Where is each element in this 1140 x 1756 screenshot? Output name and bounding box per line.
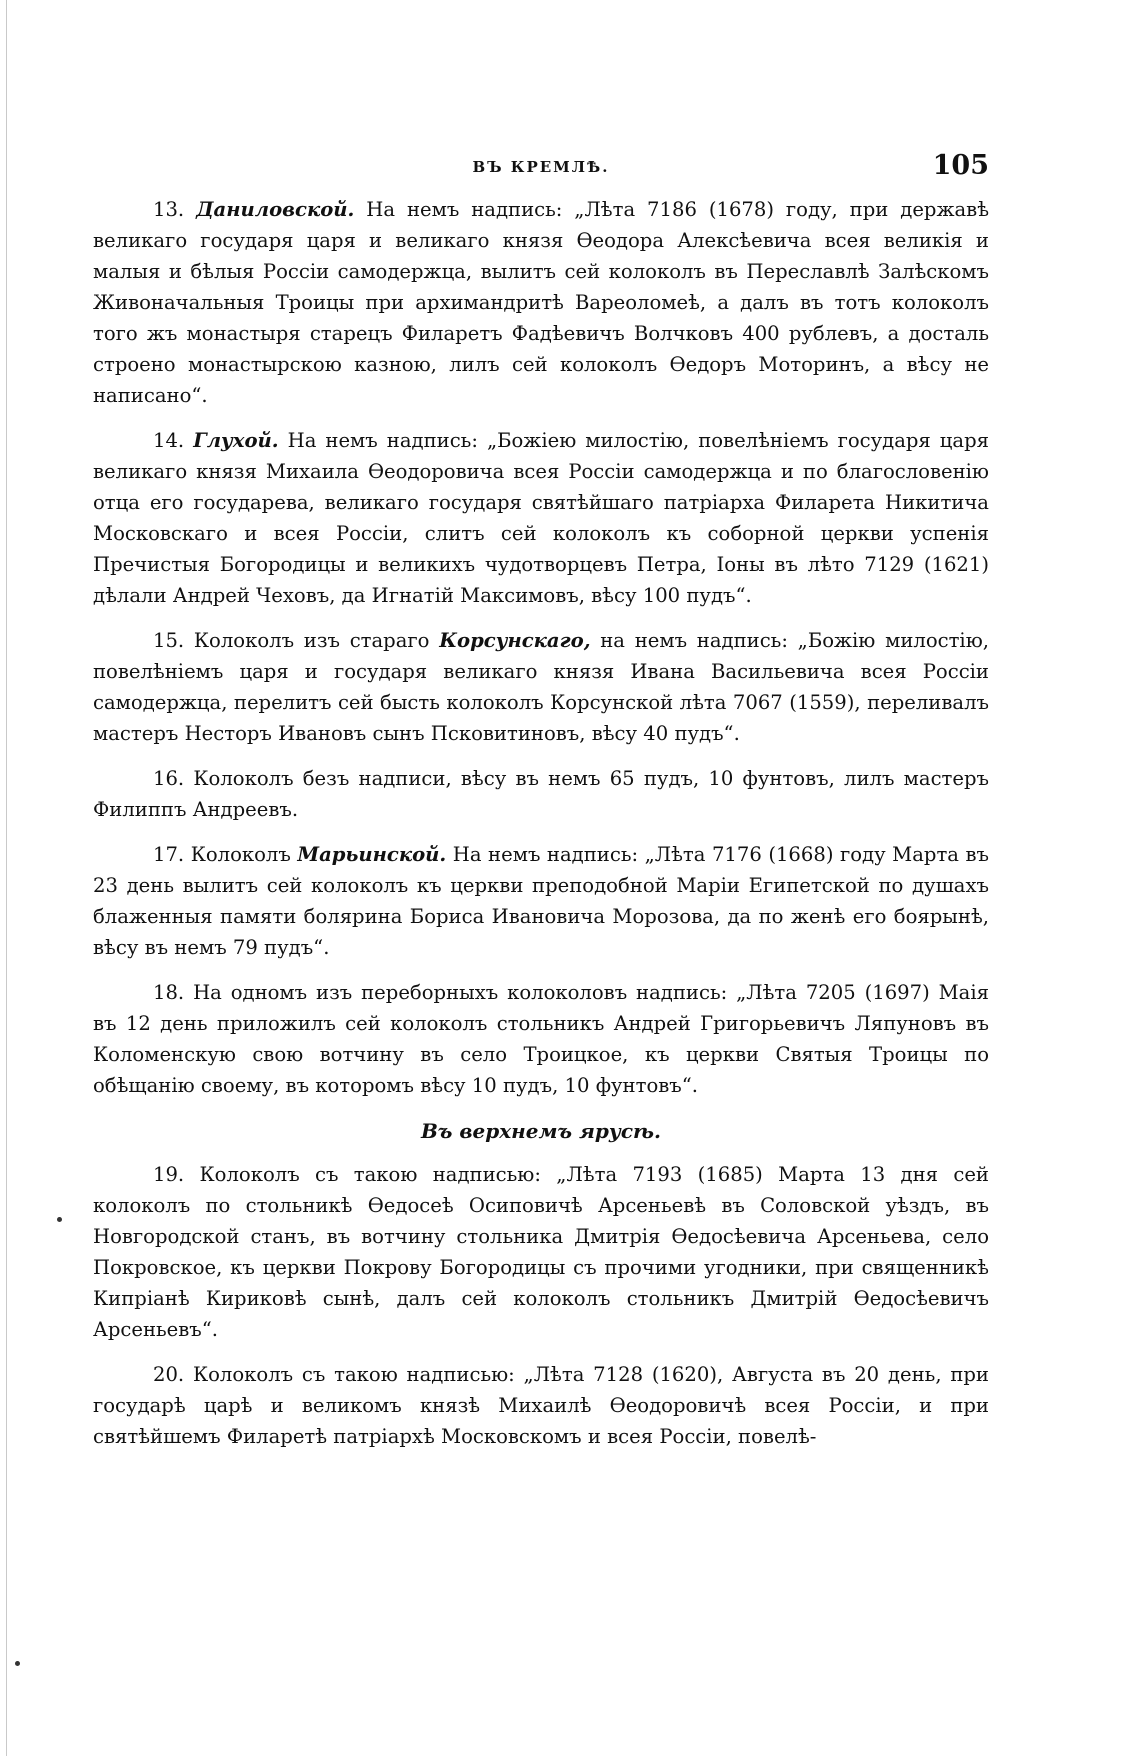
page — [93, 150, 989, 1710]
paragraph-text: На немъ надпись: „Лѣта 7186 (1678) году, при державѣ великаго государя царя и великаго князя Ѳеодора Алексѣевича всея великія и малыя и бѣлыя Россіи самодержца, вылитъ сей колоколъ въ Переславлѣ Залѣскомъ Живоначальныя Троицы при архимандритѣ Вареоломеѣ, а далъ въ тотъ колоколъ того жъ монастыря старецъ Филаретъ Фадѣевичъ Волчковъ 400 рублевъ, а досталь строено монастырскою казною, лилъ сей колоколъ Ѳедоръ Моторинъ, а вѣсу не написано“. — [93, 198, 990, 407]
bell-name: Глухой. — [193, 429, 279, 452]
bell-name: Корсунскаго, — [439, 629, 591, 652]
paragraph-lead: Колоколъ — [190, 843, 291, 866]
paragraph-text: Колоколъ безъ надписи, вѣсу въ немъ 65 пудъ, 10 фунтовъ, лилъ мастеръ Филиппъ Андреевъ. — [93, 767, 989, 821]
paragraph-number: 17. — [153, 843, 185, 866]
paragraph-number: 18. — [153, 981, 185, 1004]
margin-dot — [57, 1217, 62, 1222]
paragraph-text: Колоколъ съ такою надписью: „Лѣта 7128 (1620), Августа въ 20 день, при государѣ царѣ и великомъ князѣ Михаилѣ Ѳеодоровичѣ всея Россіи, и при святѣйшемъ Филаретѣ патріархѣ Московскомъ и всея Россіи, повелѣ- — [93, 1363, 989, 1448]
paragraph-number: 16. — [153, 767, 185, 790]
bell-name: Даниловской. — [196, 198, 355, 221]
paragraph-13 — [93, 194, 989, 411]
paragraph-text: На немъ надпись: „Лѣта 7176 (1668) году Марта въ 23 день вылитъ сей колоколъ къ церкви преподобной Маріи Египетской по душахъ блаженныя памяти болярина Бориса Ивановича Морозова, да по женѣ его боярынѣ, вѣсу въ немъ 79 пудъ“. — [93, 843, 989, 959]
paragraph-lead: Колоколъ изъ стараго — [193, 629, 430, 652]
paragraph-18 — [93, 977, 989, 1101]
paragraph-number: 15. — [153, 629, 185, 652]
paragraph-text: на немъ надпись: „Божію милостію, повелѣніемъ царя и государя великаго князя Ивана Васильевича всея Россіи самодержца, перелитъ сей бысть колоколъ Корсунской лѣта 7067 (1559), переливалъ мастеръ Несторъ Ивановъ сынъ Псковитиновъ, вѣсу 40 пудъ“. — [93, 629, 989, 745]
page-header — [93, 150, 989, 194]
paragraph-19 — [93, 1159, 989, 1345]
margin-dot — [15, 1661, 20, 1666]
page-number: 105 — [932, 150, 989, 181]
paragraph-20 — [93, 1359, 989, 1452]
paragraph-15 — [93, 625, 989, 749]
paragraph-number: 20. — [153, 1363, 185, 1386]
bell-name: Марьинской. — [297, 843, 447, 866]
running-title: ВЪ КРЕМЛѢ. — [472, 158, 610, 176]
scan-edge — [6, 0, 7, 1756]
paragraph-number: 14. — [153, 429, 185, 452]
paragraph-number: 19. — [153, 1163, 185, 1186]
section-subheading: Въ верхнемъ ярусѣ. — [421, 1119, 661, 1143]
paragraph-text: На одномъ изъ переборныхъ колоколовъ надпись: „Лѣта 7205 (1697) Маія въ 12 день приложилъ сей колоколъ стольникъ Андрей Григорьевичъ Ляпуновъ въ Коломенскую свою вотчину въ село Троицкое, къ церкви Святыя Троицы по обѣщанію своему, въ которомъ вѣсу 10 пудъ, 10 фунтовъ“. — [93, 981, 989, 1097]
paragraph-17 — [93, 839, 989, 963]
paragraph-16 — [93, 763, 989, 825]
paragraph-number: 13. — [153, 198, 185, 221]
paragraph-text: Колоколъ съ такою надписью: „Лѣта 7193 (1685) Марта 13 дня сей колоколъ по стольникѣ Ѳедосеѣ Осиповичѣ Арсеньевѣ въ Соловской уѣздъ, въ Новгородской станъ, въ вотчину стольника Дмитрія Ѳедосѣевича Арсеньева, село Покровское, къ церкви Покрову Богородицы съ прочими угодники, при священникѣ Кипріанѣ Кириковѣ сынѣ, далъ сей колоколъ стольникъ Дмитрій Ѳедосѣевичъ Арсеньевъ“. — [93, 1163, 989, 1341]
paragraph-14 — [93, 425, 989, 611]
paragraph-text: На немъ надпись: „Божіею милостію, повелѣніемъ государя царя великаго князя Михаила Ѳеодоровича всея Россіи самодержца и по благословенію отца его государева, великаго государя святѣйшаго патріарха Филарета Никитича Московскаго и всея Россіи, слитъ сей колоколъ къ соборной церкви успенія Пречистыя Богородицы и великихъ чудотворцевъ Петра, Іоны въ лѣто 7129 (1621) дѣлали Андрей Чеховъ, да Игнатій Максимовъ, вѣсу 100 пудъ“. — [93, 429, 989, 607]
